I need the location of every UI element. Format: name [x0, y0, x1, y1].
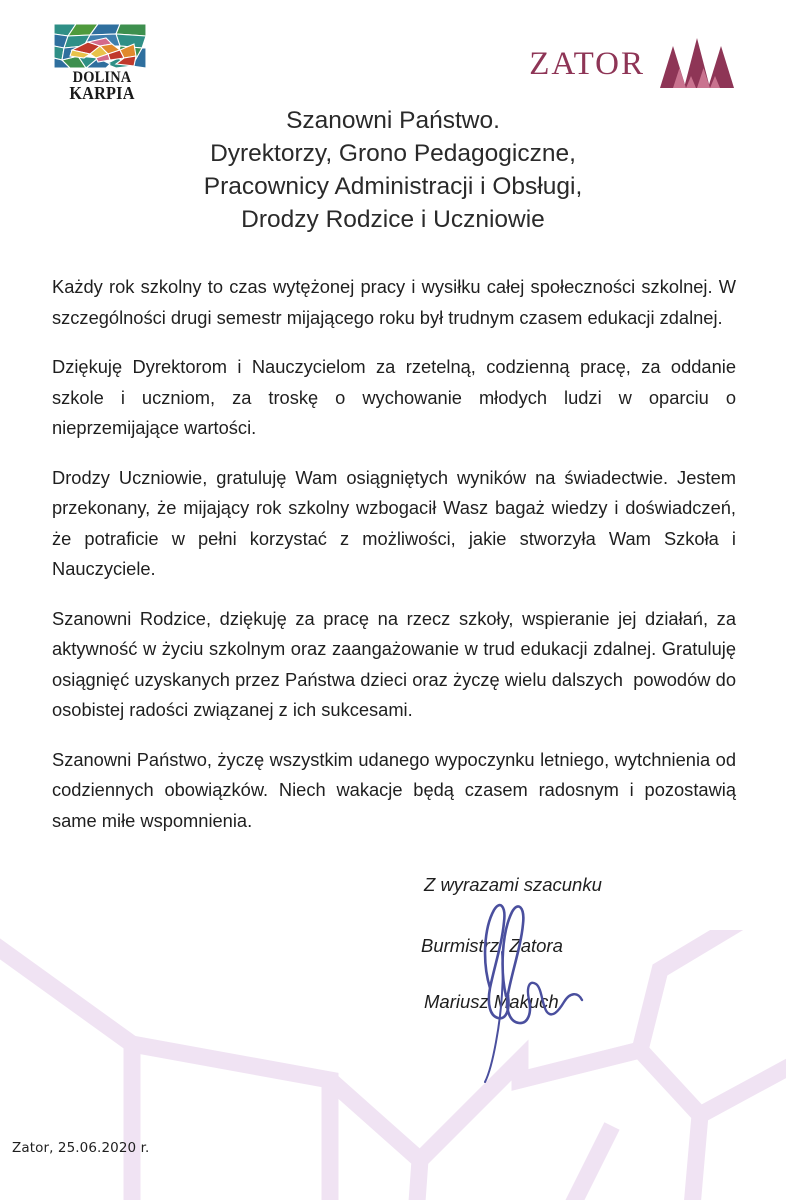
- salutation-line-1: Szanowni Państwo.: [286, 107, 500, 134]
- logo-line-1: DOLINA: [72, 69, 132, 86]
- paragraph: Drodzy Uczniowie, gratuluję Wam osiągniętych wyników na świadectwie. Jestem przekonany, że mijający rok szkolny wzbogacił Wasz bagaż wiedzy i doświadczeń, że potraficie w pełni korzystać z możliwości, jakie stworzyła Wam Szkoła i Nauczyciele.: [52, 466, 742, 579]
- signature-closing: Z wyrazami szacunku: [424, 874, 602, 895]
- zator-wordmark: ZATOR: [529, 45, 645, 82]
- logo-line-2: KARPIA: [69, 83, 135, 104]
- handwritten-signature: [446, 892, 616, 1082]
- salutation-line-2: Dyrektorzy, Grono Pedagogiczne,: [210, 140, 576, 167]
- crown-icon: [660, 38, 734, 90]
- letter-body: [52, 272, 742, 836]
- signature-title: Burmistrz Zatora: [421, 934, 563, 956]
- place-and-date: Zator, 25.06.2020 r.: [12, 1140, 150, 1156]
- carp-fish-mosaic-icon: [54, 24, 146, 68]
- signature-name: Mariusz Makuch: [424, 991, 559, 1012]
- zator-logo: [529, 38, 734, 90]
- salutation-line-3: Pracownicy Administracji i Obsługi,: [203, 173, 583, 200]
- dolina-karpia-logo: [54, 24, 150, 102]
- paragraph: Szanowni Państwo, życzę wszystkim udanego wypoczynku letniego, wytchnienia od codziennych obowiązków. Niech wakacje będą czasem radosnym i pozostawią same miłe wspomnienia.: [52, 748, 742, 831]
- paragraph: Każdy rok szkolny to czas wytężonej pracy i wysiłku całej społeczności szkolnej. W szczególności drugi semestr mijającego roku był trudnym czasem edukacji zdalnej.: [52, 276, 742, 328]
- letterhead: [0, 0, 786, 105]
- signature-block: [420, 876, 720, 1012]
- salutation-line-4: Drodzy Rodzice i Uczniowie: [241, 206, 545, 233]
- salutation-block: [0, 104, 786, 236]
- paragraph: Szanowni Rodzice, dziękuję za pracę na rzecz szkoły, wspieranie jej działań, za aktywność w życiu szkolnym oraz zaangażowanie w trud edukacji zdalnej. Gratuluję osiągnięć uzyskanych przez Państwa dzieci oraz życzę wielu dalszych powodów do osobistej radości związanej z ich sukcesami.: [52, 607, 742, 720]
- dolina-karpia-wordmark: [54, 70, 150, 102]
- paragraph: Dziękuję Dyrektorom i Nauczycielom za rzetelną, codzienną pracę, za oddanie szkole i uczniom, za troskę o wychowanie młodych ludzi w oparciu o nieprzemijające wartości.: [52, 356, 742, 438]
